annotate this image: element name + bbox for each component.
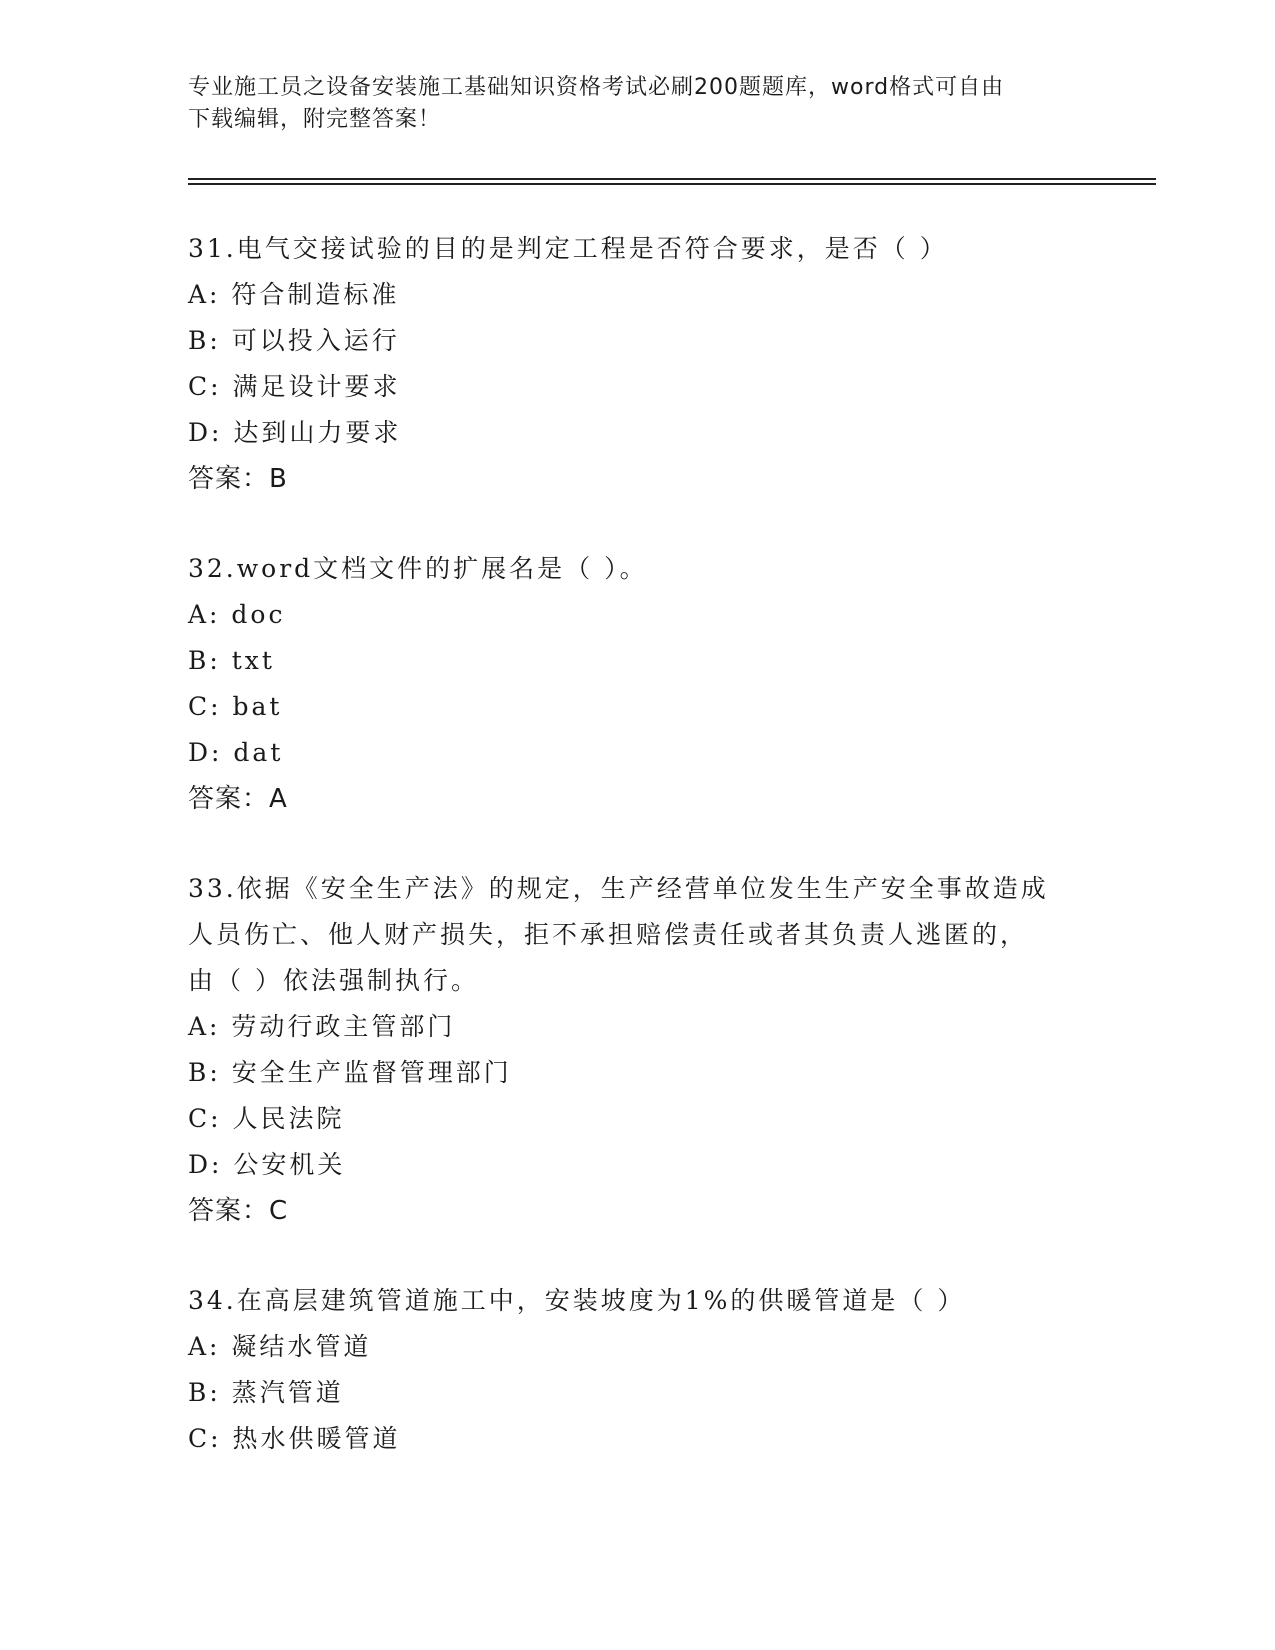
question-34 [188, 1278, 1088, 1462]
option-d: D: 公安机关 [188, 1150, 346, 1179]
question-31 [188, 226, 1088, 502]
option-c: C: 热水供暖管道 [188, 1424, 401, 1453]
question-33 [188, 866, 1088, 1234]
answer-line: 答案：A [188, 784, 288, 814]
option-c: C: bat [188, 692, 283, 721]
option-d: D: 达到山力要求 [188, 418, 402, 447]
option-a: A: 劳动行政主管部门 [188, 1012, 456, 1041]
option-c: C: 满足设计要求 [188, 372, 401, 401]
question-stem-line-3: 由（ ）依法强制执行。 [188, 966, 479, 995]
option-a: A: 凝结水管道 [188, 1332, 372, 1361]
header-divider-top [188, 178, 1156, 180]
header-line-2: 下载编辑，附完整答案！ [188, 107, 442, 132]
question-stem: 31.电气交接试验的目的是判定工程是否符合要求，是否（ ） [188, 234, 948, 263]
header-line-1: 专业施工员之设备安装施工基础知识资格考试必刷200题题库，word格式可自由 [188, 75, 1005, 100]
option-c: C: 人民法院 [188, 1104, 345, 1133]
option-b: B: 蒸汽管道 [188, 1378, 344, 1407]
option-b: B: 可以投入运行 [188, 326, 400, 355]
option-a: A: doc [188, 600, 286, 629]
question-stem: 32.word文档文件的扩展名是（ ）。 [188, 554, 648, 583]
question-stem-line-1: 33.依据《安全生产法》的规定，生产经营单位发生生产安全事故造成 [188, 874, 1049, 903]
option-b: B: 安全生产监督管理部门 [188, 1058, 512, 1087]
option-d: D: dat [188, 738, 284, 767]
question-stem-line-2: 人员伤亡、他人财产损失，拒不承担赔偿责任或者其负责人逃匿的， [188, 920, 1029, 949]
question-32 [188, 546, 1088, 822]
option-a: A: 符合制造标准 [188, 280, 400, 309]
header-divider-bottom [188, 183, 1156, 185]
answer-line: 答案：C [188, 1196, 289, 1226]
document-header [188, 72, 1068, 136]
option-b: B: txt [188, 646, 275, 675]
question-stem: 34.在高层建筑管道施工中，安装坡度为1%的供暖管道是（ ） [188, 1286, 966, 1315]
answer-line: 答案：B [188, 464, 288, 494]
